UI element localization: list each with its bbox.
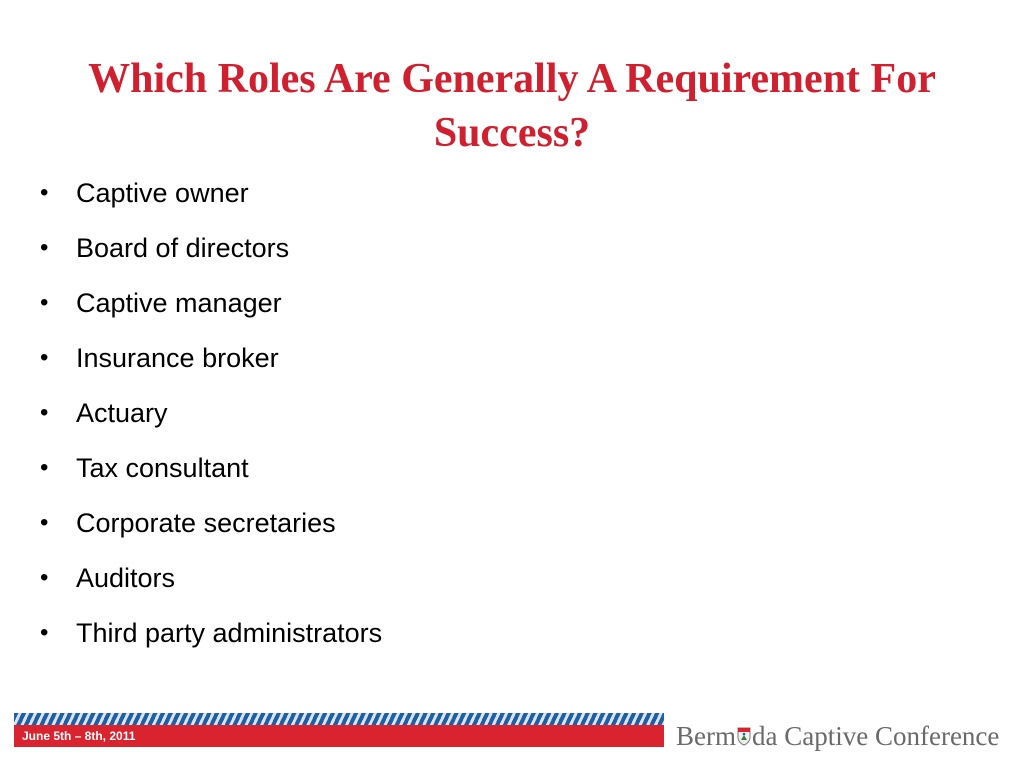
list-item (36, 338, 382, 393)
list-item (36, 228, 382, 283)
footer-date: June 5th – 8th, 2011 (22, 729, 136, 743)
bullet-text: Captive manager (76, 288, 282, 318)
slide-title: Which Roles Are Generally A Requirement For Success? (88, 56, 936, 156)
bullet-icon: • (40, 564, 49, 591)
bullet-icon: • (40, 399, 49, 426)
bullet-icon: • (40, 289, 49, 316)
bullet-icon: • (40, 509, 49, 536)
list-item (36, 173, 382, 228)
logo-text-end: da Captive Conference (752, 721, 1000, 751)
list-item (36, 613, 382, 668)
bullet-icon: • (40, 179, 49, 206)
list-item (36, 393, 382, 448)
list-item (36, 503, 382, 558)
bullet-text: Corporate secretaries (76, 508, 336, 538)
logo-text-start: Berm (676, 721, 736, 751)
bullet-icon: • (40, 344, 49, 371)
bullet-text: Captive owner (76, 178, 249, 208)
bullet-text: Auditors (76, 563, 176, 593)
bullet-icon: • (40, 234, 49, 261)
bullet-text: Tax consultant (76, 453, 249, 483)
conference-logo (676, 718, 999, 754)
bullet-text: Actuary (76, 398, 168, 428)
bullet-list (36, 173, 382, 668)
bullet-text: Board of directors (76, 233, 290, 263)
footer-stripe-band (14, 713, 664, 725)
bullet-icon: • (40, 454, 49, 481)
list-item (36, 558, 382, 613)
bermuda-crest-icon (737, 726, 751, 746)
list-item (36, 448, 382, 503)
bullet-icon: • (40, 619, 49, 646)
bullet-text: Insurance broker (76, 343, 279, 373)
bullet-text: Third party administrators (76, 618, 383, 648)
list-item (36, 283, 382, 338)
